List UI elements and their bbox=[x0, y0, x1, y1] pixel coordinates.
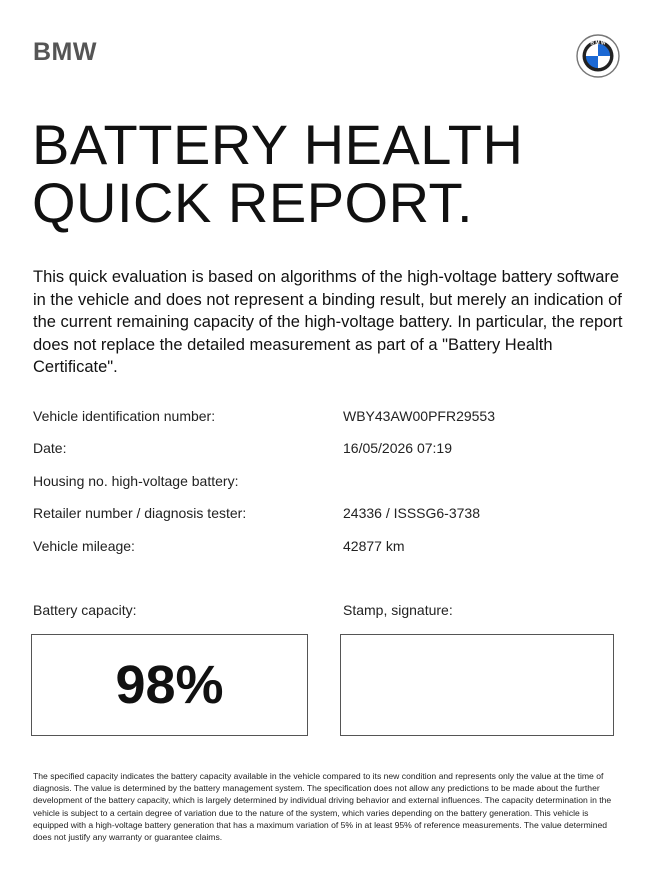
intro-paragraph: This quick evaluation is based on algorithms of the high-voltage battery software in the vehicle and does not represent a binding result, but merely an indication of the current remaining capacity of the high-voltage battery. In particular, the report does not replace the detailed measurement as part of a "Battery Health Certificate". bbox=[33, 268, 623, 376]
report-title bbox=[32, 113, 524, 234]
battery-capacity-value: 98% bbox=[115, 655, 224, 715]
detail-value: 42877 km bbox=[343, 538, 405, 554]
detail-value: WBY43AW00PFR29553 bbox=[343, 408, 495, 424]
detail-label: Housing no. high-voltage battery: bbox=[33, 473, 239, 489]
detail-row-date bbox=[33, 438, 623, 460]
detail-row-mileage bbox=[33, 536, 623, 558]
detail-row-housing bbox=[33, 471, 623, 493]
title-line-2: QUICK REPORT. bbox=[32, 171, 474, 234]
detail-row-vin bbox=[33, 406, 623, 428]
bmw-roundel-icon bbox=[576, 34, 620, 78]
detail-label: Vehicle identification number: bbox=[33, 408, 216, 424]
brand-wordmark: BMW bbox=[33, 38, 97, 66]
disclaimer-footnote: The specified capacity indicates the battery capacity available in the vehicle compared to its new condition and represents only the value at the time of diagnosis. The value is determined by the battery management system. The specification does not allow any predictions to be made about the further development of the battery capacity, which is largely determined by individual driving behavior and external influences. The capacity determination in the vehicle is subject to a certain degree of variation due to the nature of the system, which varies depending on the battery generation. This vehicle is equipped with a high-voltage battery generation that has a maximum variation of 5% in at least 95% of reference measurements. The value determined does not justify any warranty or guarantee claims. bbox=[33, 771, 612, 843]
battery-capacity-label: Battery capacity: bbox=[33, 602, 137, 618]
battery-capacity-box bbox=[31, 634, 308, 736]
detail-value: 16/05/2026 07:19 bbox=[343, 440, 452, 456]
stamp-signature-box bbox=[340, 634, 614, 736]
detail-label: Retailer number / diagnosis tester: bbox=[33, 505, 247, 521]
detail-row-retailer bbox=[33, 503, 623, 525]
stamp-signature-label: Stamp, signature: bbox=[343, 602, 453, 618]
detail-value: 24336 / ISSSG6-3738 bbox=[343, 505, 480, 521]
title-line-1: BATTERY HEALTH bbox=[32, 113, 524, 176]
svg-text:B M W: B M W bbox=[590, 40, 606, 47]
detail-label: Vehicle mileage: bbox=[33, 538, 135, 554]
detail-label: Date: bbox=[33, 440, 67, 456]
